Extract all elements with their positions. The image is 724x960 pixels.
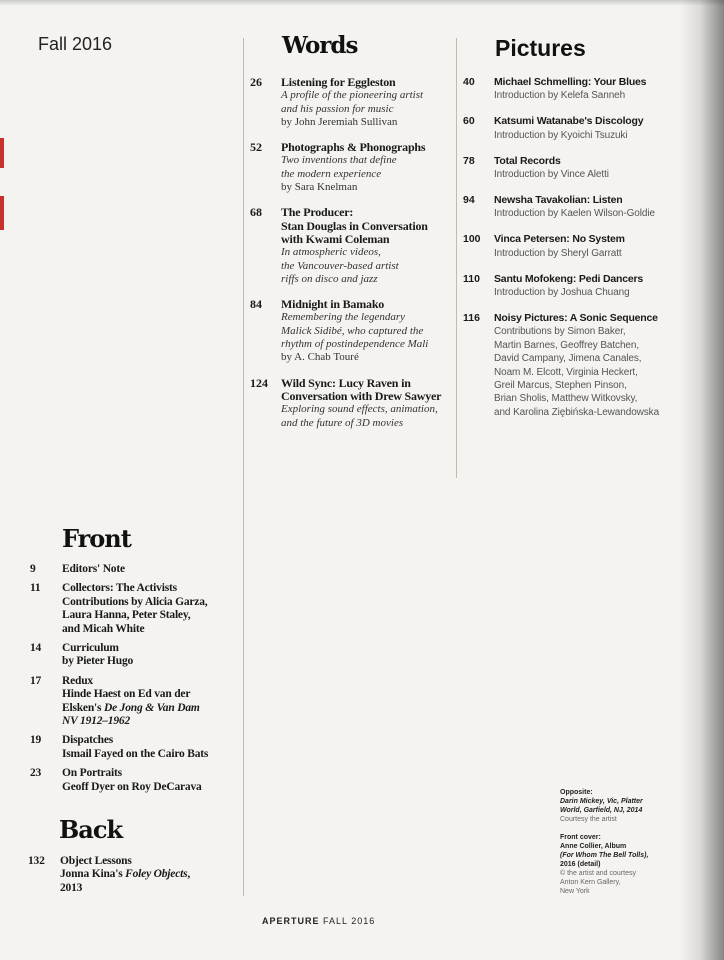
entry-intro-line: Martin Barnes, Geoffrey Batchen, [494, 339, 640, 351]
entry-line [62, 655, 240, 668]
entry-title-line: with Kwami Coleman [281, 231, 390, 246]
entry-title-line: Wild Sync: Lucy Raven in [281, 375, 411, 390]
entry-intro-line: Noam M. Elcott, Virginia Heckert, [494, 366, 638, 378]
entry-text: Jonna Kina's [60, 868, 126, 881]
toc-entry [30, 675, 240, 729]
entry-dek-line: the Vancouver-based artist [281, 259, 399, 272]
footer-issue: FALL 2016 [323, 916, 376, 926]
page-edge-mark [0, 196, 4, 230]
cover-courtesy-line: Anton Kern Gallery, [560, 879, 621, 886]
entry-dek-line: Malick Sidibé, who captured the [281, 324, 424, 337]
entry-intro-line: and Karolina Ziębińska-Lewandowska [494, 406, 660, 418]
toc-entry [30, 642, 240, 669]
front-section [30, 563, 240, 800]
cover-courtesy-line: © the artist and courtesy [560, 870, 636, 877]
column-divider [243, 38, 244, 896]
entry-intro-line: Introduction by Kelefa Sanneh [494, 90, 626, 102]
toc-entry [463, 155, 683, 182]
entry-line [62, 642, 240, 655]
entry-line [62, 675, 240, 688]
entry-text: Geoff Dyer on Roy DeCarava [62, 780, 202, 793]
toc-entry [463, 273, 683, 300]
entry-dek-line: and his passion for music [281, 102, 394, 115]
column-divider [456, 38, 457, 478]
entry-intro-line: Introduction by Vince Aletti [494, 169, 609, 181]
entry-text: and Micah White [62, 622, 145, 635]
entry-line [62, 702, 240, 715]
toc-entry [30, 734, 240, 761]
toc-entry [250, 377, 450, 430]
entry-text: Hinde Haest on Ed van der [62, 688, 191, 701]
words-section [250, 76, 450, 442]
entry-line [60, 868, 238, 881]
page-number: 132 [28, 855, 45, 867]
opposite-caption-line: World, Garfield, NJ, 2014 [560, 807, 643, 814]
entry-title-line: Photographs & Phonographs [281, 140, 426, 155]
entry-dek-line: Exploring sound effects, animation, [281, 403, 438, 416]
entry-text: Contributions by Alicia Garza, [62, 595, 208, 608]
entry-text: Collectors: The Activists [62, 582, 177, 595]
entry-title-line: Stan Douglas in Conversation [281, 218, 428, 233]
pictures-section [463, 76, 683, 432]
entry-line [62, 734, 240, 747]
entry-intro-line: Introduction by Kyoichi Tsuzuki [494, 129, 628, 141]
entry-dek-line: Remembering the legendary [281, 311, 406, 324]
opposite-caption-line: Darin Mickey, Vic, Platter [560, 798, 643, 805]
page-edge-mark [0, 138, 4, 168]
page-number: 124 [250, 375, 268, 390]
entry-line [62, 781, 240, 794]
page-number: 68 [250, 205, 262, 220]
entry-title: Newsha Tavakolian: Listen [494, 193, 623, 206]
entry-dek-line: rhythm of postindependence Mali [281, 338, 429, 351]
entry-text: , [187, 868, 191, 881]
entry-byline: by Sara Knelman [281, 181, 358, 194]
toc-entry [250, 141, 450, 194]
entry-title: Total Records [494, 154, 561, 167]
toc-entry [30, 582, 240, 636]
entry-italic-title: NV 1912–1962 [62, 715, 130, 728]
entry-text: by Pieter Hugo [62, 655, 134, 668]
cover-courtesy-line: New York [560, 888, 590, 895]
toc-entry [463, 115, 683, 142]
cover-caption-line: 2016 (detail) [560, 861, 601, 868]
front-heading: Front [62, 524, 131, 553]
back-section [28, 855, 238, 901]
back-heading: Back [59, 815, 123, 844]
entry-intro-line: Brian Sholis, Matthew Witkovsky, [494, 393, 638, 405]
toc-entry [28, 855, 238, 895]
entry-byline: by A. Chab Touré [281, 351, 359, 364]
entry-intro-line: David Campany, Jimena Canales, [494, 353, 642, 365]
entry-dek-line: In atmospheric videos, [281, 246, 381, 259]
entry-title-line: The Producer: [281, 205, 354, 220]
entry-title-line: Midnight in Bamako [281, 297, 385, 312]
page-gutter-shadow [680, 0, 724, 960]
toc-entry [30, 563, 240, 576]
image-credits [560, 788, 648, 896]
opposite-label: Opposite: [560, 789, 593, 796]
entry-line [62, 609, 240, 622]
page-number: 9 [30, 563, 36, 575]
toc-entry [30, 767, 240, 794]
pictures-heading: Pictures [495, 35, 586, 61]
entry-text: Curriculum [62, 642, 119, 655]
entry-italic-title: Foley Objects [125, 868, 188, 881]
entry-line [62, 688, 240, 701]
footer-brand: APERTURE [262, 916, 320, 926]
entry-byline: by John Jeremiah Sullivan [281, 115, 398, 128]
entry-dek-line: the modern experience [281, 167, 382, 180]
entry-title-line: Listening for Eggleston [281, 75, 396, 89]
entry-text: On Portraits [62, 767, 122, 780]
page-number: 78 [463, 154, 475, 167]
entry-text: 2013 [60, 881, 83, 894]
entry-text: Redux [62, 674, 93, 687]
entry-title: Santu Mofokeng: Pedi Dancers [494, 272, 644, 285]
toc-entry [463, 194, 683, 221]
page-footer [262, 916, 375, 926]
entry-line [62, 623, 240, 636]
toc-entry [463, 312, 683, 419]
issue-label: Fall 2016 [38, 34, 113, 54]
entry-title: Michael Schmelling: Your Blues [494, 76, 647, 88]
toc-entry [463, 76, 683, 103]
toc-entry [250, 298, 450, 364]
entry-title-line: Conversation with Drew Sawyer [281, 388, 442, 403]
entry-intro-line: Contributions by Simon Baker, [494, 326, 626, 338]
page-number: 40 [463, 76, 475, 88]
entry-text: Dispatches [62, 734, 114, 747]
entry-text: Object Lessons [60, 855, 132, 867]
entry-dek-line: Two inventions that define [281, 154, 397, 167]
cover-caption-line: Anne Collier, Album [560, 843, 627, 850]
entry-line [62, 748, 240, 761]
entry-line [60, 855, 238, 868]
page-number: 52 [250, 140, 262, 155]
page-number: 17 [30, 674, 42, 687]
cover-caption-line: (For Whom The Bell Tolls), [560, 852, 649, 859]
page-number: 19 [30, 734, 42, 747]
entry-intro-line: Introduction by Sheryl Garratt [494, 247, 622, 259]
toc-entry [250, 206, 450, 286]
entry-text: Ismail Fayed on the Cairo Bats [62, 747, 209, 760]
toc-entry [463, 233, 683, 260]
page-number: 110 [463, 272, 480, 285]
page-number: 94 [463, 193, 475, 206]
page-number: 100 [463, 233, 481, 246]
entry-italic-title: De Jong & Van Dam [103, 701, 200, 714]
entry-intro-line: Greil Marcus, Stephen Pinson, [494, 379, 627, 391]
entry-line [62, 563, 240, 576]
entry-title: Katsumi Watanabe's Discology [494, 115, 644, 128]
page-number: 116 [463, 311, 480, 324]
page-number: 23 [30, 767, 42, 780]
page-number: 26 [250, 75, 262, 89]
page-top-shadow [0, 0, 724, 6]
page-number: 84 [250, 297, 262, 312]
page-number: 14 [30, 642, 42, 655]
entry-title: Noisy Pictures: A Sonic Sequence [494, 311, 658, 324]
entry-line [60, 882, 238, 895]
cover-label: Front cover: [560, 834, 601, 841]
entry-title: Vinca Petersen: No System [494, 233, 625, 246]
entry-dek-line: and the future of 3D movies [281, 416, 404, 429]
entry-line [62, 767, 240, 780]
entry-dek-line: riffs on disco and jazz [281, 272, 378, 285]
entry-intro-line: Introduction by Joshua Chuang [494, 286, 630, 298]
toc-entry [250, 76, 450, 129]
entry-line [62, 715, 240, 728]
entry-line [62, 582, 240, 595]
entry-text: Laura Hanna, Peter Staley, [62, 609, 191, 622]
words-heading: Words [282, 32, 358, 59]
page-number: 60 [463, 115, 475, 128]
entry-text: Editors' Note [62, 563, 125, 575]
entry-dek-line: A profile of the pioneering artist [281, 89, 424, 102]
entry-text: Elsken's [62, 701, 104, 714]
entry-intro-line: Introduction by Kaelen Wilson-Goldie [494, 208, 655, 220]
opposite-courtesy: Courtesy the artist [560, 816, 617, 823]
entry-line [62, 596, 240, 609]
page-number: 11 [30, 582, 41, 595]
